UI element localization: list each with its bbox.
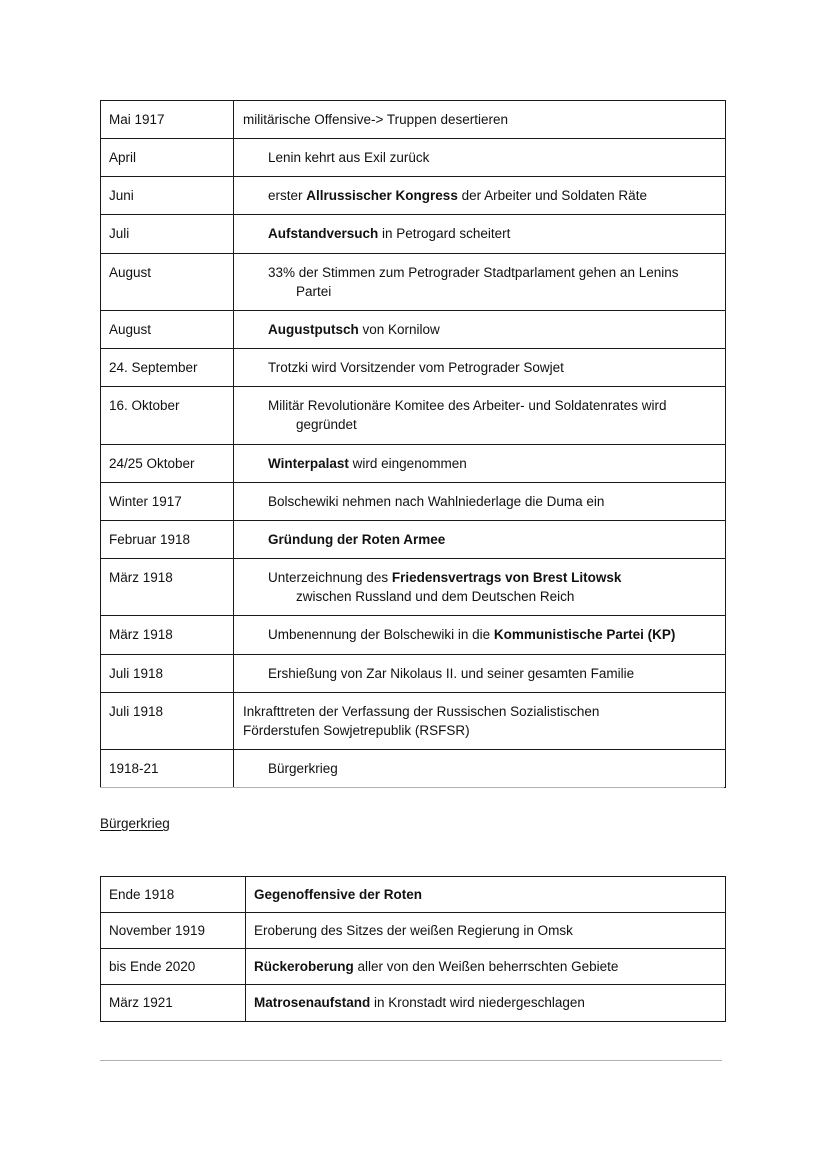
event-text	[243, 320, 717, 339]
cell-text-line	[268, 568, 717, 587]
cell-text-line	[243, 721, 717, 740]
event-text	[243, 396, 717, 434]
table-row	[101, 444, 726, 482]
text-run: Förderstufen Sowjetrepublik (RSFSR)	[243, 722, 470, 738]
text-run: wird eingenommen	[348, 455, 467, 471]
event-text	[254, 921, 717, 940]
date-cell: März 1918	[101, 616, 234, 654]
table-row	[101, 749, 726, 787]
table-row	[101, 877, 726, 913]
table-row	[101, 177, 726, 215]
event-cell	[234, 616, 726, 654]
text-run: in Petrogard scheitert	[378, 226, 511, 242]
cell-text-line	[243, 702, 717, 721]
text-run: Unterzeichnung des	[268, 570, 392, 586]
bold-text-run: Allrussischer Kongress	[306, 188, 458, 204]
cell-text-line	[254, 921, 717, 940]
table-row	[101, 692, 726, 749]
cell-text-line	[254, 885, 717, 904]
event-text	[243, 263, 717, 301]
event-cell	[234, 520, 726, 558]
table-row	[101, 913, 726, 949]
cell-text-line	[268, 263, 717, 282]
date-cell: Ende 1918	[101, 877, 246, 913]
text-run: aller von den Weißen beherrschten Gebiete	[353, 959, 619, 975]
text-run: zwischen Russland und dem Deutschen Reich	[296, 589, 575, 605]
text-run: Militär Revolutionäre Komitee des Arbeiter- und Soldatenrates wird	[268, 398, 667, 414]
text-run: von Kornilow	[358, 321, 440, 337]
timeline-table	[100, 100, 726, 788]
date-cell: 16. Oktober	[101, 387, 234, 444]
cell-text-line	[268, 148, 717, 167]
civil-war-table	[100, 876, 726, 1022]
cell-text-line	[268, 358, 717, 377]
bold-text-run: Gegenoffensive der Roten	[254, 887, 423, 902]
date-cell: Februar 1918	[101, 520, 234, 558]
date-cell: August	[101, 310, 234, 348]
event-cell	[234, 692, 726, 749]
event-cell	[234, 310, 726, 348]
cell-text-line	[268, 282, 717, 301]
text-run: Inkrafttreten der Verfassung der Russischen Sozialistischen	[243, 703, 600, 719]
event-cell	[246, 949, 726, 985]
civil-war-table-body	[101, 877, 726, 1022]
date-cell: 24. September	[101, 349, 234, 387]
event-cell	[234, 101, 726, 139]
bold-text-run: Aufstandversuch	[268, 226, 379, 242]
cell-text-line	[268, 664, 717, 683]
table-row	[101, 654, 726, 692]
text-run: gegründet	[296, 417, 357, 433]
event-cell	[246, 913, 726, 949]
event-text	[243, 224, 717, 243]
text-run: Eroberung des Sitzes der weißen Regierung in Omsk	[254, 923, 573, 939]
text-run: Bürgerkrieg	[268, 760, 338, 776]
event-cell	[234, 482, 726, 520]
event-text	[254, 957, 717, 976]
event-cell	[234, 444, 726, 482]
timeline-table-body	[101, 101, 726, 788]
text-run: Partei	[296, 283, 332, 299]
event-text	[243, 186, 717, 205]
text-run: militärische Offensive-> Truppen desertieren	[243, 112, 509, 127]
text-run: Ershießung von Zar Nikolaus II. und seiner gesamten Familie	[268, 665, 635, 681]
date-cell: März 1921	[101, 985, 246, 1021]
date-cell: 1918-21	[101, 749, 234, 787]
text-run: der Arbeiter und Soldaten Räte	[457, 188, 647, 204]
cell-text-line	[268, 759, 717, 778]
section-divider-bottom	[100, 1060, 722, 1061]
cell-text-line	[268, 396, 717, 415]
text-run: Trotzki wird Vorsitzender vom Petrograder Sowjet	[268, 360, 564, 376]
cell-text-line	[254, 993, 717, 1012]
date-cell: November 1919	[101, 913, 246, 949]
event-text	[243, 492, 717, 511]
event-cell	[234, 139, 726, 177]
table-row	[101, 139, 726, 177]
date-cell: Juli 1918	[101, 654, 234, 692]
text-run: Bolschewiki nehmen nach Wahlniederlage die Duma ein	[268, 493, 605, 509]
table-row	[101, 520, 726, 558]
cell-text-line	[268, 492, 717, 511]
event-text	[243, 454, 717, 473]
bold-text-run: Winterpalast	[268, 455, 349, 471]
cell-text-line	[243, 110, 717, 129]
event-text	[243, 148, 717, 167]
table-row	[101, 482, 726, 520]
cell-text-line	[268, 415, 717, 434]
table-row	[101, 985, 726, 1021]
text-run: Umbenennung der Bolschewiki in die	[268, 627, 494, 643]
event-text	[243, 110, 717, 129]
table-row	[101, 349, 726, 387]
table-row	[101, 387, 726, 444]
date-cell: 24/25 Oktober	[101, 444, 234, 482]
text-run: erster	[268, 188, 307, 204]
event-text	[243, 358, 717, 377]
date-cell: April	[101, 139, 234, 177]
cell-text-line	[268, 530, 717, 549]
date-cell: bis Ende 2020	[101, 949, 246, 985]
date-cell: Juli	[101, 215, 234, 253]
event-cell	[234, 749, 726, 787]
date-cell: Juli 1918	[101, 692, 234, 749]
table-row	[101, 310, 726, 348]
bold-text-run: Kommunistische Partei (KP)	[493, 627, 676, 643]
event-text	[254, 885, 717, 904]
event-text	[243, 759, 717, 778]
event-text	[243, 625, 717, 644]
event-cell	[246, 877, 726, 913]
text-run: Lenin kehrt aus Exil zurück	[268, 150, 430, 166]
cell-text-line	[268, 186, 717, 205]
date-cell: Juni	[101, 177, 234, 215]
bold-text-run: Gründung der Roten Armee	[268, 531, 446, 547]
bold-text-run: Augustputsch	[268, 321, 359, 337]
bold-text-run: Rückeroberung	[254, 959, 354, 975]
event-text	[243, 664, 717, 683]
event-cell	[234, 559, 726, 616]
bold-text-run: Friedensvertrags von Brest Litowsk	[391, 570, 622, 586]
section-divider-top	[100, 787, 724, 788]
cell-text-line	[254, 957, 717, 976]
event-cell	[234, 387, 726, 444]
table-row	[101, 949, 726, 985]
event-text	[243, 702, 717, 740]
table-row	[101, 559, 726, 616]
cell-text-line	[268, 224, 717, 243]
event-text	[243, 568, 717, 606]
date-cell: Winter 1917	[101, 482, 234, 520]
table-row	[101, 215, 726, 253]
event-text	[243, 530, 717, 549]
cell-text-line	[268, 625, 717, 644]
event-cell	[234, 349, 726, 387]
event-cell	[246, 985, 726, 1021]
event-cell	[234, 253, 726, 310]
bold-text-run: Matrosenaufstand	[254, 995, 371, 1011]
event-cell	[234, 215, 726, 253]
event-cell	[234, 654, 726, 692]
cell-text-line	[268, 320, 717, 339]
section-heading: Bürgerkrieg	[100, 816, 170, 831]
date-cell: Mai 1917	[101, 101, 234, 139]
text-run: 33% der Stimmen zum Petrograder Stadtparlament gehen an Lenins	[268, 264, 679, 280]
date-cell: August	[101, 253, 234, 310]
text-run: in Kronstadt wird niedergeschlagen	[370, 995, 585, 1011]
event-text	[254, 993, 717, 1012]
table-row	[101, 253, 726, 310]
table-row	[101, 616, 726, 654]
cell-text-line	[268, 587, 717, 606]
cell-text-line	[268, 454, 717, 473]
table-row	[101, 101, 726, 139]
date-cell: März 1918	[101, 559, 234, 616]
event-cell	[234, 177, 726, 215]
